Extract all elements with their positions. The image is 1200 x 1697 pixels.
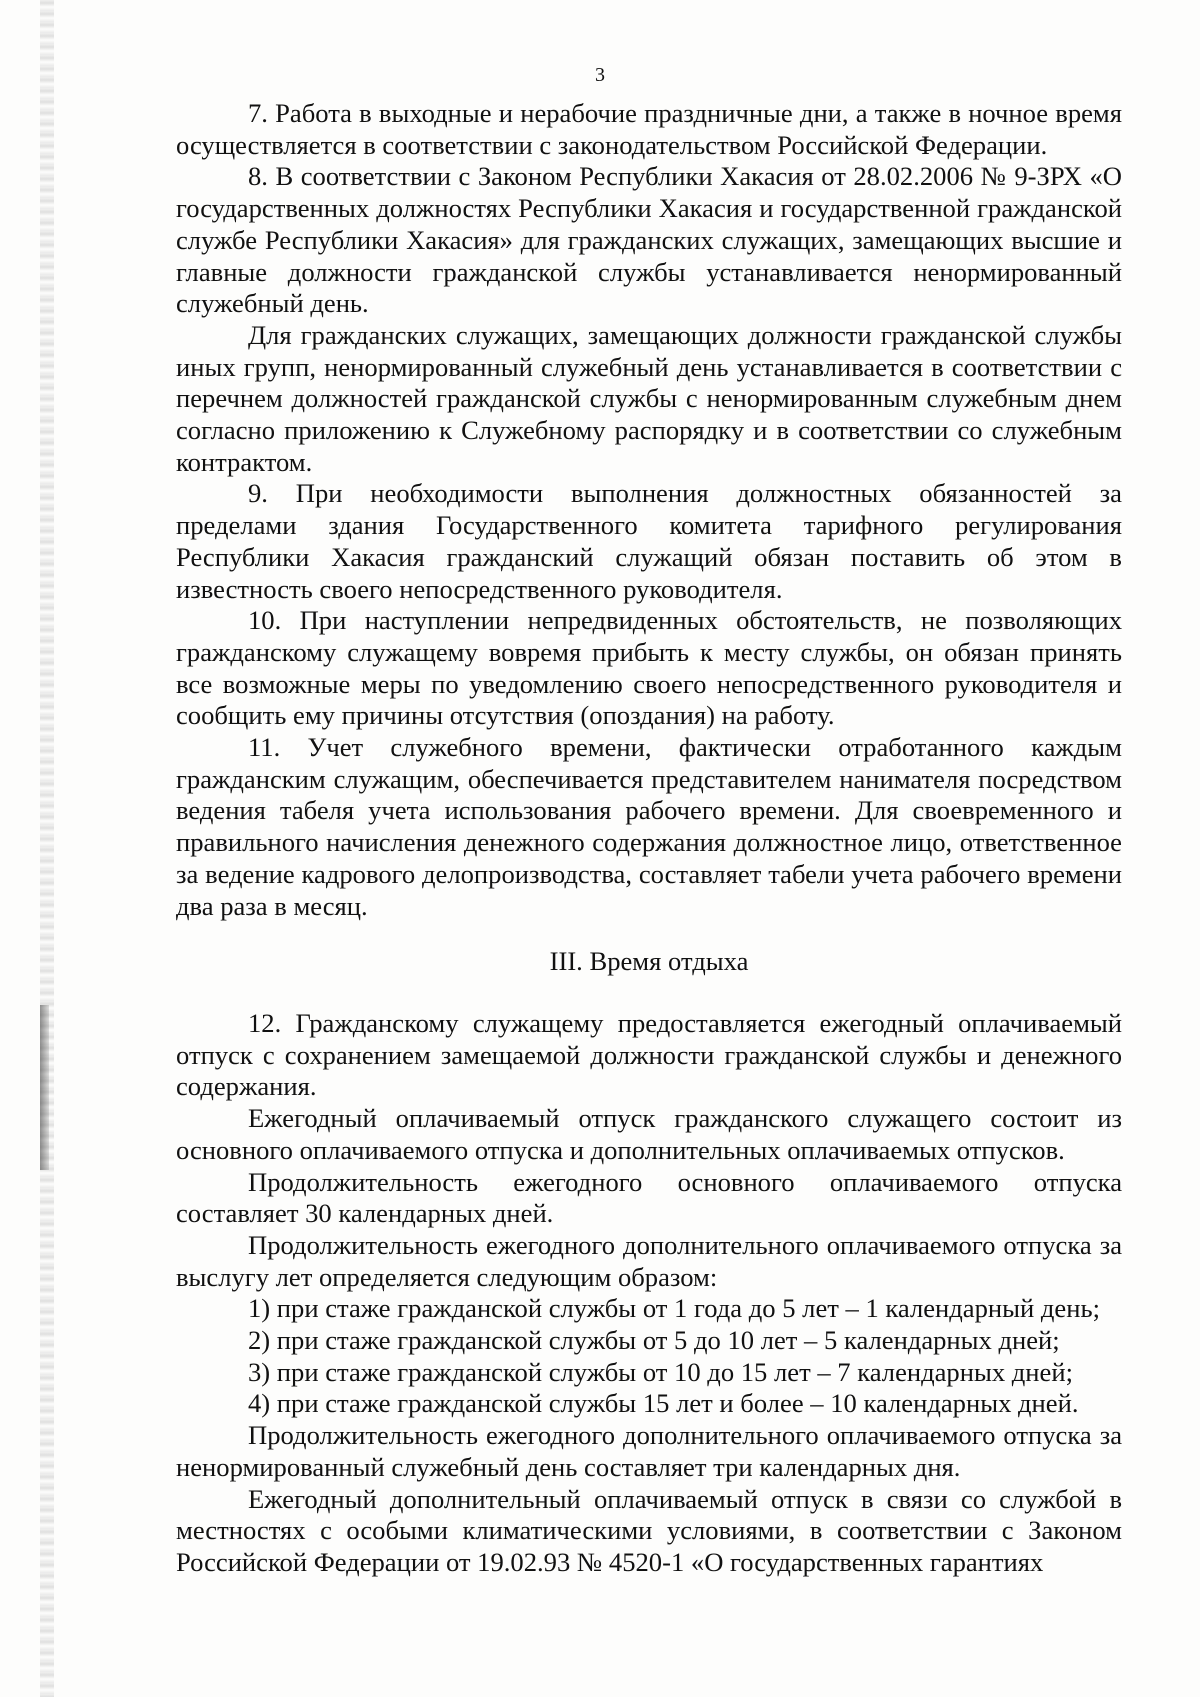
list-item: 2) при стаже гражданской службы от 5 до 10 лет – 5 календарных дней; xyxy=(248,1325,1060,1356)
list-item: 1) при стаже гражданской службы от 1 года до 5 лет – 1 календарный день; xyxy=(248,1293,1100,1324)
paragraph-8: 8. В соответствии с Законом Республики Хакасия от 28.02.2006 № 9-ЗРХ «О государственных должностях Республики Хакасия и государственной гражданской службе Республики Хакасия» для гражданских служащих, замещающих высшие и главные должности гражданской службы устанавливается ненормированный служебный день. xyxy=(176,161,1122,319)
paragraph-12-f: Ежегодный дополнительный оплачиваемый отпуск в связи со службой в местностях с особыми климатическими условиями, в соответствии с Законом Российской Федерации от 19.02.93 № 4520-1 «О государственных гарантиях xyxy=(176,1483,1122,1577)
paragraph-7: 7. Работа в выходные и нерабочие праздничные дни, а также в ночное время осуществляется в соответствии с законодательством Российской Федерации. xyxy=(176,98,1122,160)
section-heading: III. Время отдыха xyxy=(549,946,749,977)
paragraph-12-c: Продолжительность ежегодного основного оплачиваемого отпуска составляет 30 календарных дней. xyxy=(176,1166,1122,1229)
paragraph-9: 9. При необходимости выполнения должностных обязанностей за пределами здания Государственного комитета тарифного регулирования Республики Хакасия гражданский служащий обязан поставить об этом в известность своего непосредственного руководителя. xyxy=(176,478,1122,604)
paragraph-11: 11. Учет служебного времени, фактически отработанного каждым гражданским служащим, обеспечивается представителем нанимателя посредством ведения табеля учета использования рабочего времени. Для своевременного и правильного начисления денежного содержания должностное лицо, ответственное за ведение кадрового делопроизводства, составляет табели учета рабочего времени два раза в месяц. xyxy=(176,732,1122,921)
scan-binding-edge xyxy=(40,0,54,1697)
page-number: 3 xyxy=(595,64,605,86)
paragraph-12: 12. Гражданскому служащему предоставляется ежегодный оплачиваемый отпуск с сохранением замещаемой должности гражданской службы и денежного содержания. xyxy=(176,1007,1122,1102)
list-item: 4) при стаже гражданской службы 15 лет и более – 10 календарных дней. xyxy=(248,1388,1079,1419)
list-item: 3) при стаже гражданской службы от 10 до 15 лет – 7 календарных дней; xyxy=(248,1356,1073,1387)
scan-binding-shadow xyxy=(40,1005,49,1170)
paragraph-12-d: Продолжительность ежегодного дополнительного оплачиваемого отпуска за выслугу лет определяется следующим образом: xyxy=(176,1229,1122,1292)
document-body xyxy=(176,98,1122,1579)
paragraph-12-e: Продолжительность ежегодного дополнительного оплачиваемого отпуска за ненормированный служебный день составляет три календарных дня. xyxy=(176,1420,1122,1482)
paragraph-8-continued: Для гражданских служащих, замещающих должности гражданской службы иных групп, ненормированный служебный день устанавливается в соответствии с перечнем должностей гражданской службы с ненормированным служебным днем согласно приложению к Служебному распорядку и в соответствии со служебным контрактом. xyxy=(176,319,1122,477)
paragraph-10: 10. При наступлении непредвиденных обстоятельств, не позволяющих гражданскому служащему вовремя прибыть к месту службы, он обязан принять все возможные меры по уведомлению своего непосредственного руководителя и сообщить ему причины отсутствия (опоздания) на работу. xyxy=(176,605,1122,731)
paragraph-12-b: Ежегодный оплачиваемый отпуск гражданского служащего состоит из основного оплачиваемого отпуска и дополнительных оплачиваемых отпусков. xyxy=(176,1103,1122,1165)
